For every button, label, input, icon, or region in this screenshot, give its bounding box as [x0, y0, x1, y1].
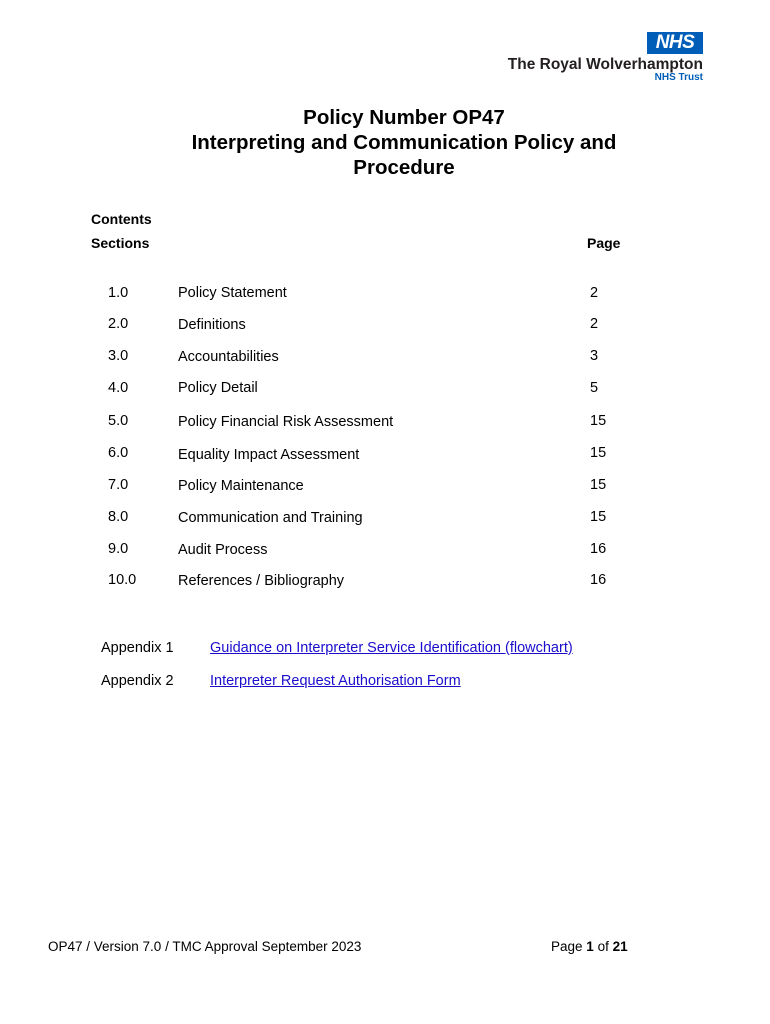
trust-name: The Royal Wolverhampton — [507, 56, 703, 73]
section-page: 15 — [590, 445, 607, 461]
nhs-logo — [647, 32, 703, 54]
section-page: 5 — [590, 380, 599, 396]
section-page: 2 — [590, 285, 599, 301]
section-page: 15 — [590, 509, 607, 525]
section-title: References / Bibliography — [178, 573, 345, 589]
footer-page-number — [551, 939, 628, 954]
contents-heading: Contents — [91, 211, 152, 227]
title-line-3: Procedure — [353, 156, 455, 179]
section-number: 1.0 — [108, 285, 129, 301]
section-page: 2 — [590, 316, 599, 332]
section-number: 4.0 — [108, 380, 129, 396]
footer-page-of: of — [597, 939, 609, 954]
sections-label: Sections — [91, 235, 150, 251]
title-line-2: Interpreting and Communication Policy and — [191, 131, 617, 154]
footer-page-current: 1 — [586, 939, 594, 954]
section-title: Policy Statement — [178, 285, 287, 301]
footer-doc-info: OP47 / Version 7.0 / TMC Approval September 2023 — [48, 939, 362, 954]
section-title: Equality Impact Assessment — [178, 447, 360, 463]
section-title: Policy Detail — [178, 380, 258, 396]
section-number: 7.0 — [108, 477, 129, 493]
section-title: Policy Maintenance — [178, 478, 304, 494]
page-label: Page — [587, 235, 621, 251]
section-page: 16 — [590, 541, 607, 557]
appendix-2-link[interactable]: Interpreter Request Authorisation Form — [210, 673, 461, 689]
appendix-1-link[interactable]: Guidance on Interpreter Service Identification (flowchart) — [210, 640, 573, 656]
section-page: 15 — [590, 477, 607, 493]
section-page: 16 — [590, 572, 607, 588]
trust-subtitle: NHS Trust — [654, 72, 703, 83]
section-page: 15 — [590, 413, 607, 429]
section-number: 3.0 — [108, 348, 129, 364]
section-page: 3 — [590, 348, 599, 364]
appendix-2-label: Appendix 2 — [101, 673, 174, 689]
section-title: Communication and Training — [178, 510, 363, 526]
appendix-1-label: Appendix 1 — [101, 640, 174, 656]
section-number: 9.0 — [108, 541, 129, 557]
footer-page-total: 21 — [612, 939, 628, 954]
section-number: 10.0 — [108, 572, 137, 588]
section-number: 2.0 — [108, 316, 129, 332]
section-number: 6.0 — [108, 445, 129, 461]
section-title: Policy Financial Risk Assessment — [178, 414, 394, 430]
section-number: 8.0 — [108, 509, 129, 525]
nhs-logo-badge: NHS — [655, 32, 695, 53]
section-title: Accountabilities — [178, 349, 279, 365]
title-line-1: Policy Number OP47 — [303, 106, 505, 129]
footer-page-prefix: Page — [551, 939, 583, 954]
section-number: 5.0 — [108, 413, 129, 429]
section-title: Audit Process — [178, 542, 268, 558]
section-title: Definitions — [178, 317, 246, 333]
